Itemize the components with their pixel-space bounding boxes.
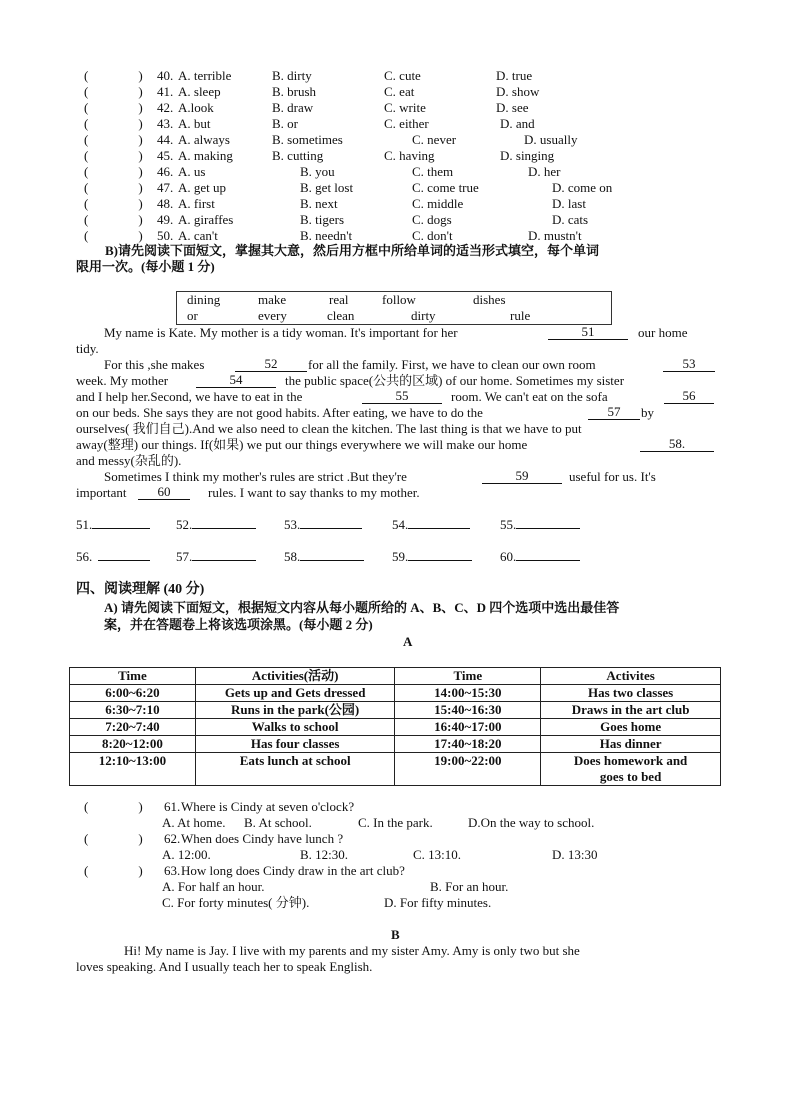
- option[interactable]: B. For an hour.: [430, 879, 509, 894]
- table-header-cell: Time: [70, 668, 196, 685]
- table-cell: Eats lunch at school: [195, 753, 395, 786]
- word-box-word: follow: [382, 292, 416, 307]
- answer-blank-57[interactable]: [192, 560, 256, 561]
- blank-52: 52: [235, 357, 307, 372]
- answer-label: 54.: [392, 517, 470, 533]
- word-box-word: real: [329, 292, 349, 307]
- answer-paren[interactable]: ( ): [84, 212, 143, 227]
- question-number: 45.: [157, 148, 174, 163]
- option[interactable]: A. us: [178, 164, 206, 179]
- table-cell: 16:40~17:00: [395, 719, 541, 736]
- option[interactable]: A. sleep: [178, 84, 221, 99]
- option[interactable]: D. mustn't: [528, 228, 582, 243]
- question-number: 48.: [157, 196, 174, 211]
- word-box-word: make: [258, 292, 287, 307]
- table-header-cell: Time: [395, 668, 541, 685]
- option[interactable]: C. having: [384, 148, 435, 163]
- answer-blank-53[interactable]: [300, 528, 362, 529]
- table-cell: Has dinner: [541, 736, 721, 753]
- question-number: 46.: [157, 164, 174, 179]
- option[interactable]: C. write: [384, 100, 426, 115]
- question-number: 50.: [157, 228, 174, 243]
- option[interactable]: D. come on: [552, 180, 613, 195]
- table-cell: Has two classes: [541, 685, 721, 702]
- option[interactable]: B. sometimes: [272, 132, 343, 147]
- option[interactable]: D. singing: [500, 148, 555, 163]
- answer-label: 55.: [500, 517, 580, 533]
- table-cell: 14:00~15:30: [395, 685, 541, 702]
- table-cell: 19:00~22:00: [395, 753, 541, 786]
- blank-58: 58.: [640, 437, 714, 452]
- option[interactable]: B. you: [300, 164, 335, 179]
- table-row: [70, 719, 721, 736]
- answer-paren[interactable]: ( ): [84, 100, 143, 115]
- option[interactable]: C. come true: [412, 180, 479, 195]
- question-number: 47.: [157, 180, 174, 195]
- table-cell: Runs in the park(公园): [195, 702, 395, 719]
- option[interactable]: D. her: [528, 164, 561, 179]
- option[interactable]: A. get up: [178, 180, 227, 195]
- option[interactable]: D. cats: [552, 212, 589, 227]
- option[interactable]: D. and: [500, 116, 535, 131]
- blank-51: 51: [548, 325, 628, 340]
- word-box: [176, 291, 612, 325]
- table-cell: 7:20~7:40: [70, 719, 196, 736]
- option[interactable]: B. dirty: [272, 68, 312, 83]
- answer-paren[interactable]: ( ): [84, 132, 143, 147]
- answer-paren[interactable]: ( ): [84, 148, 143, 163]
- schedule-table: [69, 667, 721, 786]
- table-cell: Walks to school: [195, 719, 395, 736]
- question-number: 41.: [157, 84, 174, 99]
- answer-paren[interactable]: ( ): [84, 831, 143, 846]
- option[interactable]: A. 12:00.: [162, 847, 211, 862]
- table-cell: 17:40~18:20: [395, 736, 541, 753]
- table-header-cell: Activities(活动): [195, 668, 395, 685]
- answer-paren[interactable]: ( ): [84, 84, 143, 99]
- table-header-cell: Activites: [541, 668, 721, 685]
- answer-paren[interactable]: ( ): [84, 196, 143, 211]
- option[interactable]: B. cutting: [272, 148, 324, 163]
- option[interactable]: B. get lost: [300, 180, 354, 195]
- word-box-word: rule: [510, 308, 531, 323]
- option[interactable]: B. draw: [272, 100, 314, 115]
- table-cell: 15:40~16:30: [395, 702, 541, 719]
- option[interactable]: A. but: [178, 116, 211, 131]
- answer-label: 58.: [284, 549, 364, 565]
- option[interactable]: D.On the way to school.: [468, 815, 595, 830]
- option[interactable]: B. brush: [272, 84, 317, 99]
- table-row: [70, 685, 721, 702]
- option[interactable]: B. tigers: [300, 212, 345, 227]
- blank-55: 55: [362, 389, 442, 404]
- option[interactable]: A. For half an hour.: [162, 879, 265, 894]
- table-cell: Gets up and Gets dressed: [195, 685, 395, 702]
- blank-54: 54: [196, 373, 276, 388]
- option[interactable]: C. cute: [384, 68, 421, 83]
- word-box-word: dishes: [473, 292, 506, 307]
- answer-label: 59.: [392, 549, 472, 565]
- option[interactable]: A. always: [178, 132, 230, 147]
- blank-53: 53: [663, 357, 715, 372]
- option[interactable]: C. 13:10.: [413, 847, 462, 862]
- blank-59: 59: [482, 469, 562, 484]
- blank-60: 60: [138, 485, 190, 500]
- option[interactable]: A. At home.: [162, 815, 226, 830]
- table-header-row: [70, 668, 721, 685]
- answer-blank-52[interactable]: [192, 528, 256, 529]
- option[interactable]: C. middle: [412, 196, 464, 211]
- word-box-word: dining: [187, 292, 221, 307]
- option[interactable]: B. or: [272, 116, 298, 131]
- option[interactable]: C. dogs: [412, 212, 452, 227]
- answer-blank-58[interactable]: [300, 560, 364, 561]
- option[interactable]: D. see: [496, 100, 529, 115]
- option[interactable]: C. For forty minutes( 分钟).: [162, 895, 310, 910]
- answer-paren[interactable]: ( ): [84, 116, 143, 131]
- option[interactable]: D. 13:30: [552, 847, 598, 862]
- answer-paren[interactable]: ( ): [84, 799, 143, 814]
- option[interactable]: D. show: [496, 84, 540, 99]
- table-row: [70, 753, 721, 786]
- table-cell: 8:20~12:00: [70, 736, 196, 753]
- answer-paren[interactable]: ( ): [84, 180, 143, 195]
- option[interactable]: A. terrible: [178, 68, 232, 83]
- table-cell: Goes home: [541, 719, 721, 736]
- word-box-word: every: [258, 308, 287, 323]
- question-number: 49.: [157, 212, 174, 227]
- answer-label: 52.: [176, 517, 256, 533]
- option[interactable]: B. next: [300, 196, 338, 211]
- blank-57: 57: [588, 405, 640, 420]
- option[interactable]: A. giraffes: [178, 212, 234, 227]
- table-cell: 6:00~6:20: [70, 685, 196, 702]
- option[interactable]: B. 12:30.: [300, 847, 349, 862]
- word-box-word: dirty: [411, 308, 436, 323]
- word-box-word: clean: [327, 308, 355, 323]
- question-number: 43.: [157, 116, 174, 131]
- option[interactable]: B. needn't: [300, 228, 353, 243]
- table-cell: 12:10~13:00: [70, 753, 196, 786]
- option[interactable]: A.look: [178, 100, 214, 115]
- answer-paren[interactable]: ( ): [84, 228, 143, 243]
- option[interactable]: D. true: [496, 68, 533, 83]
- table-row: [70, 702, 721, 719]
- table-cell: Has four classes: [195, 736, 395, 753]
- answer-label: 51.: [76, 517, 150, 533]
- answer-blank-60[interactable]: [516, 560, 580, 561]
- answer-blank-54[interactable]: [408, 528, 470, 529]
- option[interactable]: D. For fifty minutes.: [384, 895, 492, 910]
- answer-label: 53.: [284, 517, 362, 533]
- question-number: 44.: [157, 132, 174, 147]
- answer-label: 60.: [500, 549, 580, 565]
- question-number: 40.: [157, 68, 174, 83]
- answer-blank-55[interactable]: [516, 528, 580, 529]
- option[interactable]: D. usually: [524, 132, 578, 147]
- table-row: [70, 736, 721, 753]
- table-cell: 6:30~7:10: [70, 702, 196, 719]
- option[interactable]: C. don't: [412, 228, 453, 243]
- answer-blank-59[interactable]: [408, 560, 472, 561]
- answer-paren[interactable]: ( ): [84, 68, 143, 83]
- option[interactable]: C. In the park.: [358, 815, 433, 830]
- option[interactable]: A. can't: [178, 228, 218, 243]
- table-cell: Does homework and goes to bed: [541, 753, 721, 786]
- answer-paren[interactable]: ( ): [84, 863, 143, 878]
- option[interactable]: A. making: [178, 148, 233, 163]
- option[interactable]: C. either: [384, 116, 429, 131]
- option[interactable]: B. At school.: [244, 815, 312, 830]
- table-cell: Draws in the art club: [541, 702, 721, 719]
- answer-blank-51[interactable]: [92, 528, 150, 529]
- option[interactable]: A. first: [178, 196, 215, 211]
- answer-blank-56[interactable]: [98, 560, 150, 561]
- word-box-word: or: [187, 308, 198, 323]
- blank-56: 56: [664, 389, 714, 404]
- option[interactable]: C. eat: [384, 84, 415, 99]
- answer-label: 57.: [176, 549, 256, 565]
- option[interactable]: C. never: [412, 132, 457, 147]
- answer-paren[interactable]: ( ): [84, 164, 143, 179]
- option[interactable]: C. them: [412, 164, 454, 179]
- option[interactable]: D. last: [552, 196, 586, 211]
- answer-label: 56.: [76, 549, 150, 565]
- question-number: 42.: [157, 100, 174, 115]
